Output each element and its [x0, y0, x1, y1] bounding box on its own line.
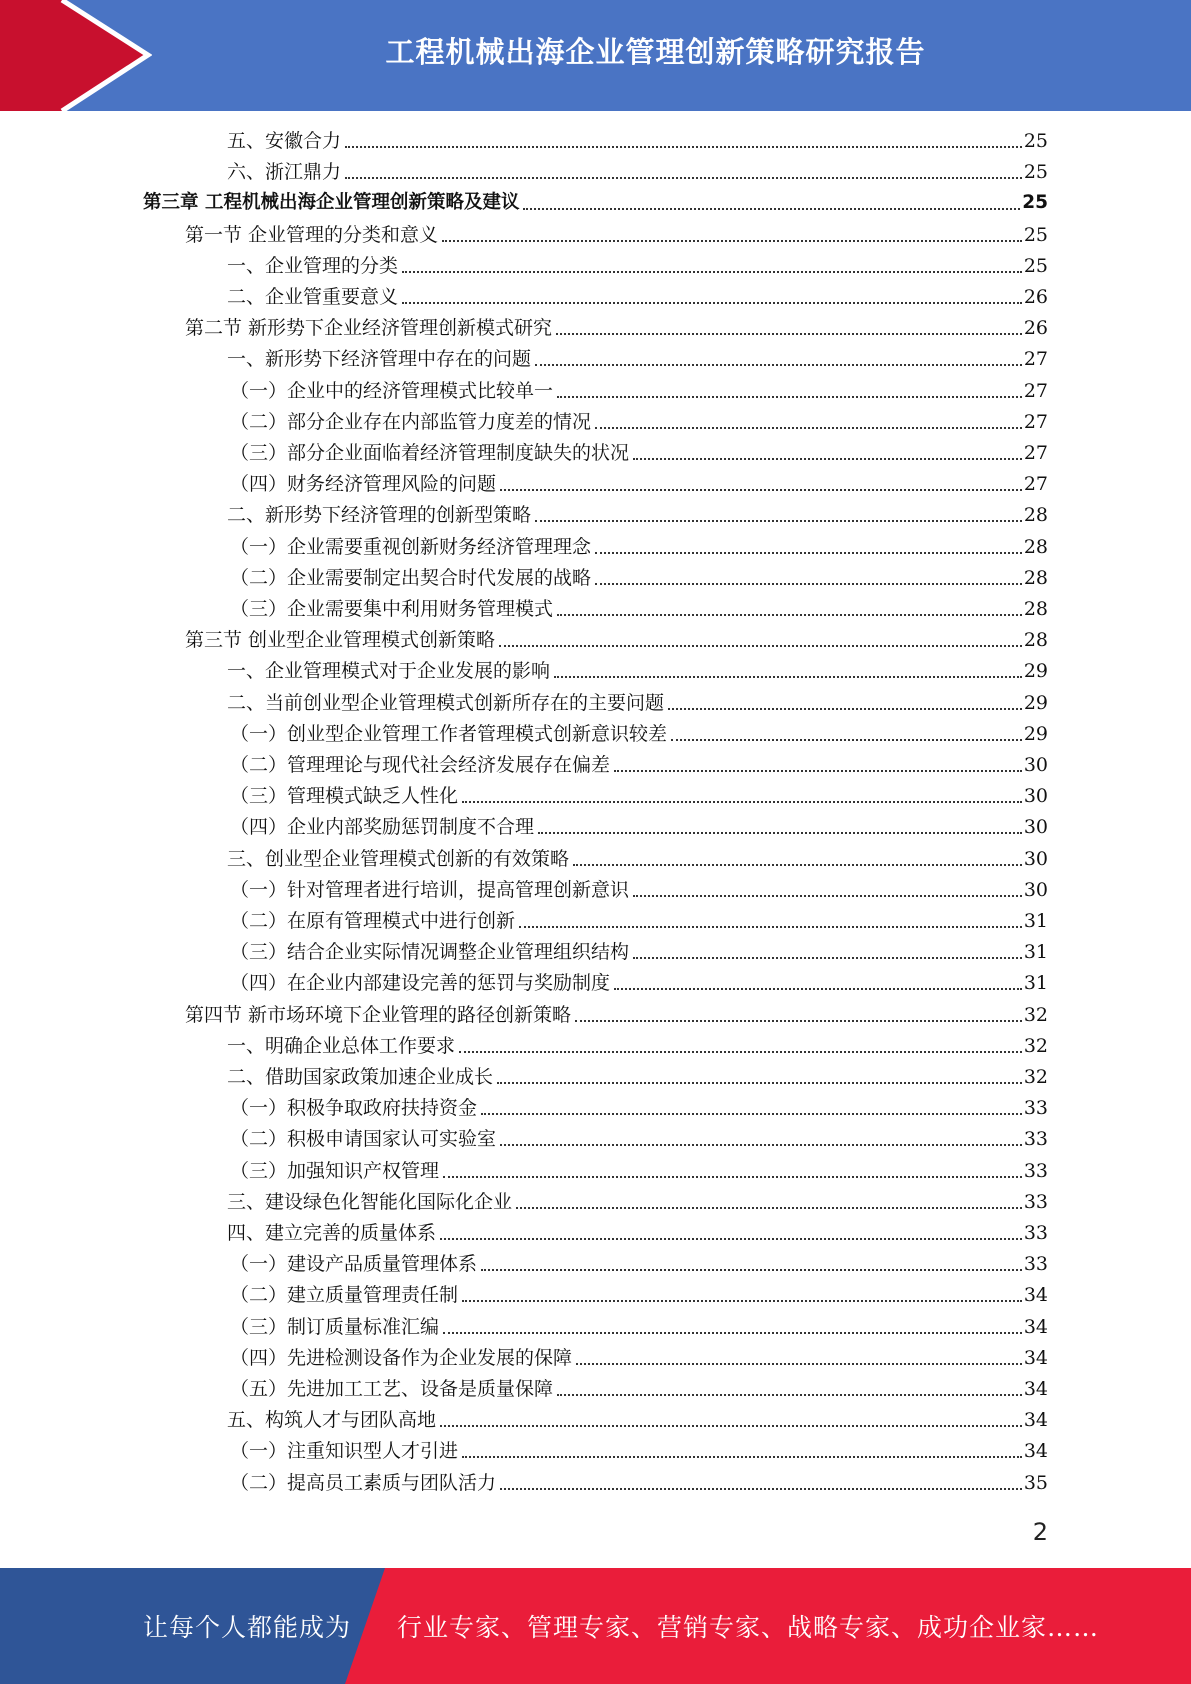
toc-dot-leader — [668, 708, 1022, 710]
toc-entry-page: 25 — [1022, 192, 1048, 214]
toc-entry[interactable] — [230, 875, 1048, 905]
toc-entry-title: 一、企业管理的分类 — [227, 254, 399, 277]
toc-dot-leader — [595, 427, 1022, 429]
toc-dot-leader — [523, 208, 1020, 210]
toc-entry-page: 28 — [1023, 504, 1048, 527]
toc-entry-title: （三）部分企业面临着经济管理制度缺失的状况 — [230, 442, 630, 464]
toc-entry-page: 33 — [1023, 1128, 1048, 1151]
footer-slogan-right: 行业专家、管理专家、营销专家、战略专家、成功企业家…… — [397, 1613, 1100, 1642]
toc-entry-page: 30 — [1023, 878, 1048, 901]
toc-dot-leader — [576, 1363, 1022, 1365]
toc-entry-title: 五、构筑人才与团队高地 — [227, 1409, 437, 1432]
toc-entry-title: 四、建立完善的质量体系 — [227, 1222, 437, 1244]
toc-entry-page: 27 — [1023, 410, 1048, 433]
toc-entry-page: 34 — [1023, 1440, 1048, 1463]
toc-entry-page: 28 — [1023, 535, 1048, 558]
toc-dot-leader — [671, 739, 1022, 741]
toc-entry-title: （二）建立质量管理责任制 — [230, 1284, 459, 1307]
toc-entry[interactable] — [185, 220, 1048, 250]
toc-dot-leader — [443, 1176, 1022, 1178]
toc-dot-leader — [499, 645, 1022, 647]
header-banner — [0, 0, 1191, 111]
toc-entry-title: （二）在原有管理模式中进行创新 — [230, 910, 516, 932]
toc-entry-page: 33 — [1023, 1190, 1048, 1213]
toc-entry-page: 25 — [1023, 254, 1048, 277]
toc-entry-page: 27 — [1023, 379, 1048, 402]
toc-entry-page: 30 — [1023, 754, 1048, 776]
toc-entry-page: 32 — [1023, 1034, 1048, 1057]
toc-dot-leader — [481, 1113, 1022, 1115]
toc-entry-page: 25 — [1023, 223, 1048, 246]
toc-entry-title: 第二节 新形势下企业经济管理创新模式研究 — [185, 317, 553, 340]
toc-dot-leader — [557, 1394, 1022, 1396]
toc-dot-leader — [519, 926, 1022, 928]
toc-entry-title: 一、企业管理模式对于企业发展的影响 — [227, 660, 551, 683]
toc-entry-page: 26 — [1023, 286, 1048, 308]
toc-entry[interactable] — [230, 438, 1048, 468]
toc-entry-page: 25 — [1023, 161, 1048, 184]
toc-entry-page: 33 — [1023, 1222, 1048, 1244]
toc-entry[interactable] — [230, 1343, 1048, 1373]
toc-entry[interactable] — [227, 500, 1048, 530]
toc-dot-leader — [481, 1269, 1022, 1271]
toc-entry[interactable] — [185, 625, 1048, 655]
toc-entry-page: 32 — [1023, 1066, 1048, 1088]
toc-entry-page: 28 — [1023, 598, 1048, 620]
toc-entry-page: 33 — [1023, 1159, 1048, 1182]
toc-entry[interactable] — [230, 968, 1048, 998]
toc-dot-leader — [535, 364, 1022, 366]
footer-slogan-left: 让每个人都能成为 — [143, 1613, 352, 1642]
toc-entry[interactable] — [230, 1468, 1048, 1498]
toc-entry-title: 第四节 新市场环境下企业管理的路径创新策略 — [185, 1003, 572, 1026]
toc-dot-leader — [554, 676, 1022, 678]
toc-dot-leader — [443, 1332, 1022, 1334]
toc-entry-title: 六、浙江鼎力 — [227, 161, 342, 184]
toc-entry[interactable] — [230, 1093, 1048, 1123]
toc-entry-page: 26 — [1023, 317, 1048, 340]
toc-entry[interactable] — [227, 688, 1048, 718]
toc-entry-page: 31 — [1023, 941, 1048, 964]
toc-entry-title: 二、新形势下经济管理的创新型策略 — [227, 504, 532, 527]
toc-entry-page: 27 — [1023, 348, 1048, 371]
toc-dot-leader — [500, 489, 1022, 491]
toc-dot-leader — [402, 302, 1022, 304]
toc-entry[interactable] — [185, 1000, 1048, 1030]
toc-entry-title: （四）在企业内部建设完善的惩罚与奖励制度 — [230, 972, 611, 995]
toc-entry[interactable] — [230, 781, 1048, 811]
toc-dot-leader — [633, 458, 1022, 460]
toc-dot-leader — [556, 333, 1022, 335]
toc-entry-title: 五、安徽合力 — [227, 130, 342, 152]
toc-entry[interactable] — [230, 937, 1048, 967]
toc-entry-title: （二）积极申请国家认可实验室 — [230, 1128, 497, 1151]
toc-entry-page: 33 — [1023, 1097, 1048, 1120]
toc-entry-page: 35 — [1023, 1471, 1048, 1494]
toc-entry[interactable] — [230, 563, 1048, 593]
toc-entry[interactable] — [230, 1374, 1048, 1404]
toc-entry-page: 31 — [1023, 972, 1048, 995]
toc-entry-page: 27 — [1023, 473, 1048, 496]
toc-entry-title: 一、新形势下经济管理中存在的问题 — [227, 348, 532, 371]
report-title: 工程机械出海企业管理创新策略研究报告 — [385, 34, 926, 69]
toc-entry[interactable] — [227, 656, 1048, 686]
toc-entry[interactable] — [230, 1124, 1048, 1154]
toc-entry[interactable] — [230, 719, 1048, 749]
toc-entry-title: （三）企业需要集中利用财务管理模式 — [230, 598, 554, 620]
page-number: 2 — [1032, 1518, 1048, 1546]
toc-entry-title: （一）注重知识型人才引进 — [230, 1440, 459, 1463]
toc-entry-title: （五）先进加工工艺、设备是质量保障 — [230, 1378, 554, 1400]
toc-entry-page: 34 — [1023, 1284, 1048, 1307]
toc-dot-leader — [462, 1300, 1022, 1302]
toc-dot-leader — [633, 895, 1022, 897]
toc-entry-page: 33 — [1023, 1253, 1048, 1276]
toc-dot-leader — [614, 988, 1022, 990]
toc-dot-leader — [440, 1425, 1022, 1427]
toc-dot-leader — [459, 1051, 1022, 1053]
toc-entry[interactable] — [143, 188, 1048, 218]
toc-entry-page: 34 — [1023, 1315, 1048, 1338]
toc-entry-page: 28 — [1023, 566, 1048, 589]
footer-banner — [0, 1568, 1191, 1684]
toc-dot-leader — [633, 957, 1022, 959]
toc-entry[interactable] — [227, 1405, 1048, 1435]
toc-entry-title: （二）提高员工素质与团队活力 — [230, 1471, 497, 1494]
toc-entry-title: 三、创业型企业管理模式创新的有效策略 — [227, 847, 570, 870]
toc-dot-leader — [614, 770, 1022, 772]
toc-entry-page: 28 — [1023, 629, 1048, 652]
toc-entry[interactable] — [230, 906, 1048, 936]
toc-entry-page: 30 — [1023, 847, 1048, 870]
toc-entry[interactable] — [227, 251, 1048, 281]
toc-entry[interactable] — [230, 1312, 1048, 1342]
toc-entry[interactable] — [227, 126, 1048, 156]
toc-entry[interactable] — [230, 376, 1048, 406]
toc-dot-leader — [535, 520, 1022, 522]
toc-entry-title: 一、明确企业总体工作要求 — [227, 1034, 456, 1057]
toc-entry[interactable] — [227, 1031, 1048, 1061]
toc-entry[interactable] — [230, 812, 1048, 842]
toc-entry-title: 第一节 企业管理的分类和意义 — [185, 223, 439, 246]
toc-dot-leader — [497, 1082, 1022, 1084]
toc-entry[interactable] — [230, 1280, 1048, 1310]
toc-entry[interactable] — [227, 844, 1048, 874]
toc-dot-leader — [557, 614, 1022, 616]
toc-entry-page: 30 — [1023, 816, 1048, 839]
toc-entry-title: （一）创业型企业管理工作者管理模式创新意识较差 — [230, 722, 668, 745]
toc-entry[interactable] — [230, 532, 1048, 562]
toc-entry-title: 第三节 创业型企业管理模式创新策略 — [185, 629, 496, 652]
toc-dot-leader — [538, 832, 1022, 834]
toc-entry-title: （四）先进检测设备作为企业发展的保障 — [230, 1346, 573, 1369]
toc-entry-page: 34 — [1023, 1409, 1048, 1432]
toc-entry-title: 三、建设绿色化智能化国际化企业 — [227, 1190, 513, 1213]
toc-entry-page: 31 — [1023, 910, 1048, 932]
toc-entry[interactable] — [230, 1249, 1048, 1279]
toc-entry[interactable] — [227, 282, 1048, 312]
toc-entry-title: （三）结合企业实际情况调整企业管理组织结构 — [230, 941, 630, 964]
toc-entry-title: （三）制订质量标准汇编 — [230, 1315, 440, 1338]
toc-entry[interactable] — [227, 157, 1048, 187]
toc-dot-leader — [462, 1456, 1022, 1458]
toc-entry[interactable] — [230, 407, 1048, 437]
toc-dot-leader — [573, 864, 1022, 866]
toc-entry-page: 34 — [1023, 1346, 1048, 1369]
toc-entry[interactable] — [230, 750, 1048, 780]
toc-entry-title: 二、当前创业型企业管理模式创新所存在的主要问题 — [227, 691, 665, 714]
toc-dot-leader — [402, 271, 1022, 273]
toc-dot-leader — [575, 1020, 1022, 1022]
toc-entry[interactable] — [230, 469, 1048, 499]
toc-entry[interactable] — [185, 313, 1048, 343]
toc-dot-leader — [500, 1488, 1022, 1490]
toc-entry-title: 二、企业管重要意义 — [227, 286, 399, 308]
toc-entry-page: 27 — [1023, 442, 1048, 464]
toc-dot-leader — [345, 177, 1022, 179]
toc-entry[interactable] — [227, 344, 1048, 374]
toc-entry-title: （一）积极争取政府扶持资金 — [230, 1097, 478, 1120]
toc-entry-title: （四）企业内部奖励惩罚制度不合理 — [230, 816, 535, 839]
toc-dot-leader — [595, 583, 1022, 585]
toc-dot-leader — [462, 801, 1022, 803]
toc-entry[interactable] — [230, 1156, 1048, 1186]
toc-entry-page: 34 — [1023, 1378, 1048, 1400]
toc-entry-title: （一）针对管理者进行培训，提高管理创新意识 — [230, 878, 630, 901]
toc-entry-title: 二、借助国家政策加速企业成长 — [227, 1066, 494, 1088]
toc-entry-title: （二）企业需要制定出契合时代发展的战略 — [230, 566, 592, 589]
toc-entry-title: （三）管理模式缺乏人性化 — [230, 785, 459, 808]
toc-entry-title: （二）部分企业存在内部监管力度差的情况 — [230, 410, 592, 433]
toc-entry-title: 第三章 工程机械出海企业管理创新策略及建议 — [143, 192, 520, 214]
toc-entry-title: （二）管理理论与现代社会经济发展存在偏差 — [230, 754, 611, 776]
toc-entry-title: （一）企业中的经济管理模式比较单一 — [230, 379, 554, 402]
toc-entry[interactable] — [227, 1062, 1048, 1092]
toc-entry-title: （一）企业需要重视创新财务经济管理理念 — [230, 535, 592, 558]
toc-entry-page: 29 — [1023, 660, 1048, 683]
toc-entry[interactable] — [230, 1436, 1048, 1466]
toc-entry-page: 29 — [1023, 691, 1048, 714]
toc-dot-leader — [516, 1207, 1022, 1209]
toc-entry-title: （四）财务经济管理风险的问题 — [230, 473, 497, 496]
toc-entry[interactable] — [227, 1218, 1048, 1248]
toc-entry-page: 30 — [1023, 785, 1048, 808]
toc-dot-leader — [345, 146, 1022, 148]
red-chevron-decoration — [0, 0, 152, 111]
toc-dot-leader — [557, 396, 1022, 398]
toc-dot-leader — [500, 1144, 1022, 1146]
toc-dot-leader — [440, 1238, 1022, 1240]
toc-entry-page: 25 — [1023, 130, 1048, 152]
toc-entry[interactable] — [230, 594, 1048, 624]
toc-entry-page: 32 — [1023, 1003, 1048, 1026]
toc-entry-page: 29 — [1023, 722, 1048, 745]
toc-dot-leader — [595, 552, 1022, 554]
toc-entry-title: （三）加强知识产权管理 — [230, 1159, 440, 1182]
toc-entry[interactable] — [227, 1187, 1048, 1217]
toc-dot-leader — [442, 240, 1022, 242]
toc-entry-title: （一）建设产品质量管理体系 — [230, 1253, 478, 1276]
